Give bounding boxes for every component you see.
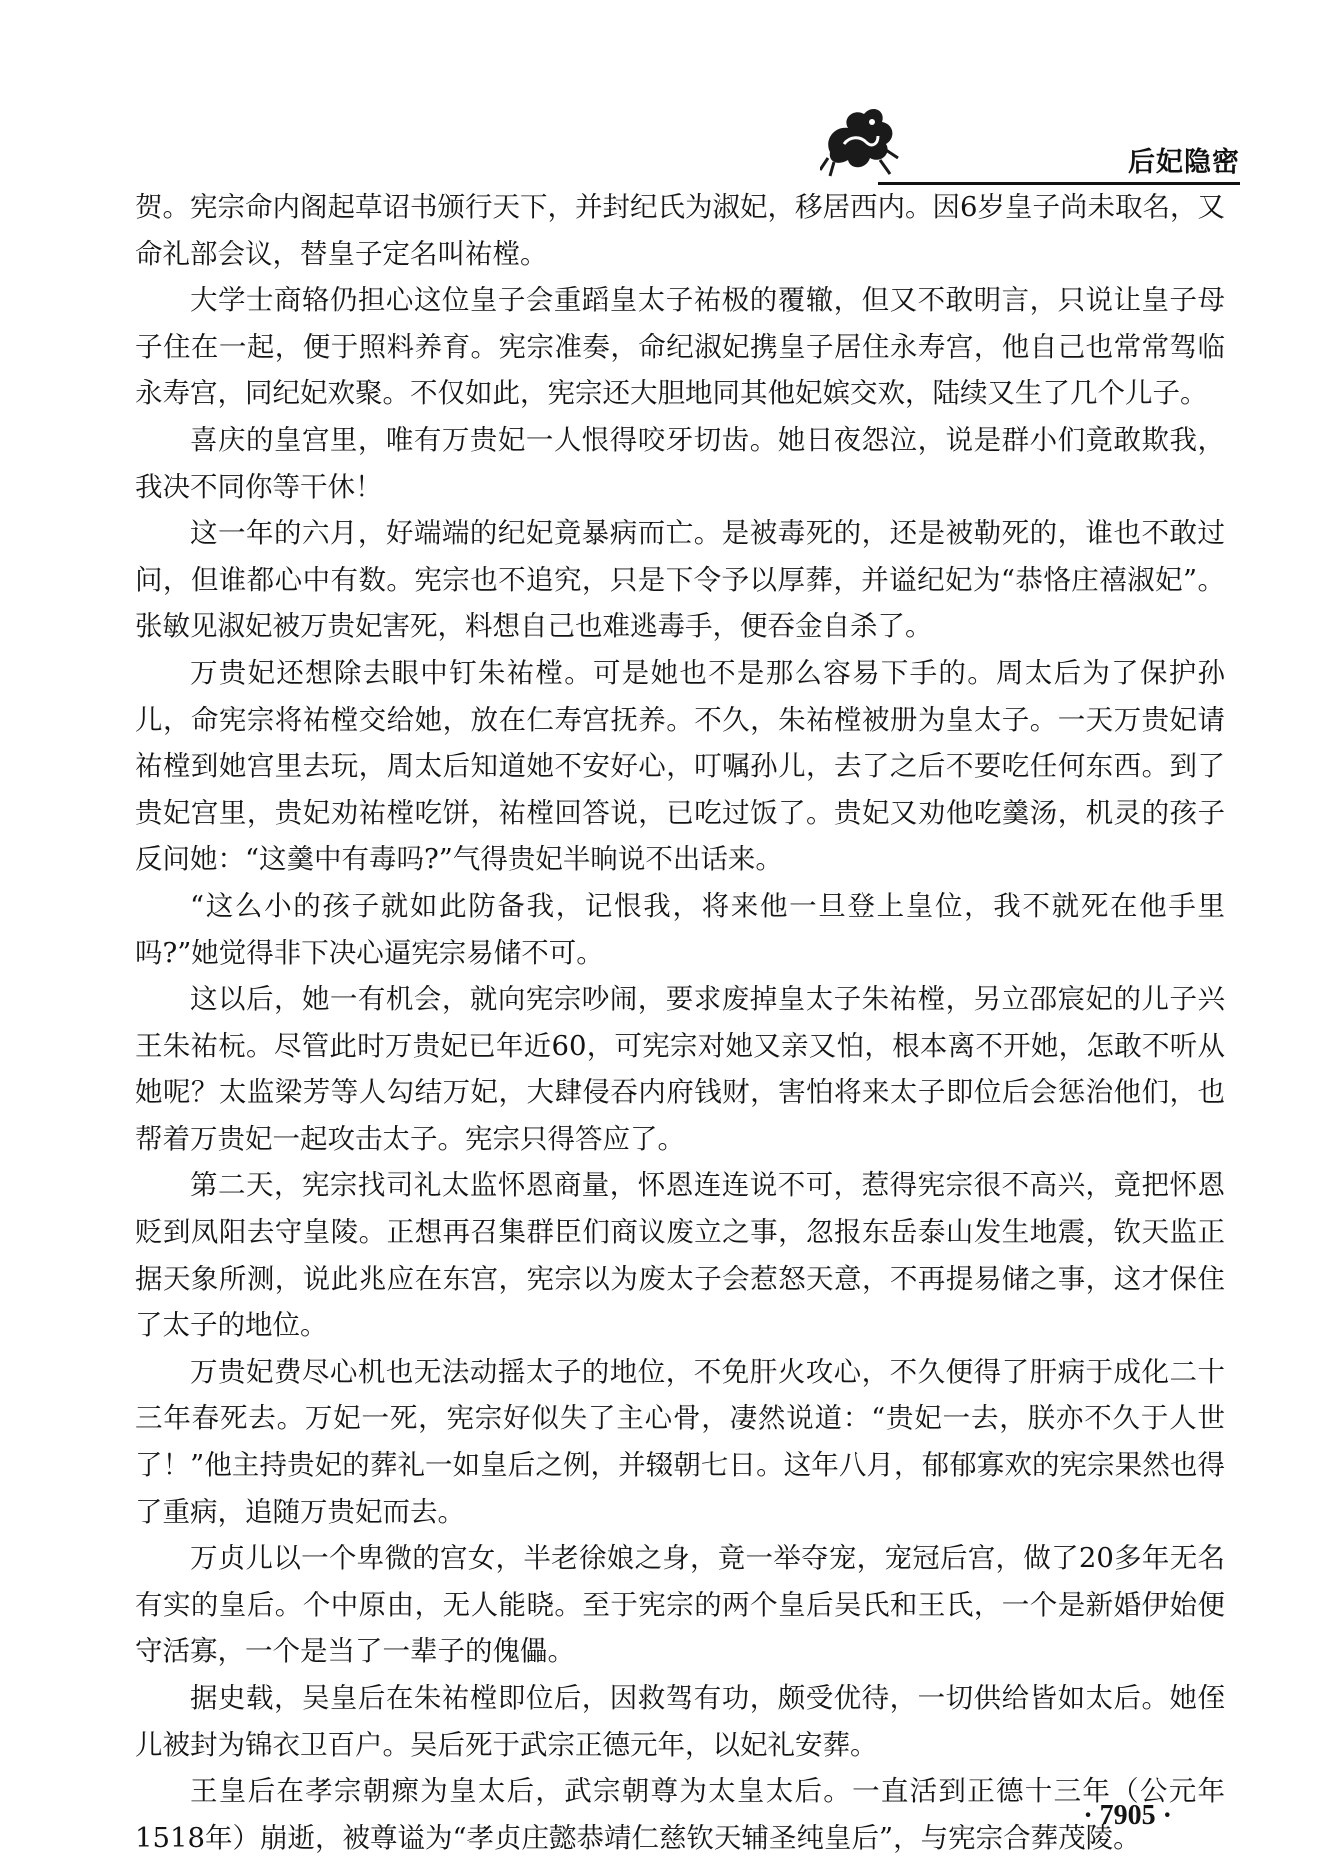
paragraph: 万贵妃费尽心机也无法动摇太子的地位，不免肝火攻心，不久便得了肝病于成化二十三年春死去。万妃一死，宪宗好似失了主心骨，凄然说道：“贵妃一去，朕亦不久于人世了！”他主持贵妃的葬礼一如皇后之例，并辍朝七日。这年八月，郁郁寡欢的宪宗果然也得了重病，追随万贵妃而去。	[135, 1355, 1225, 1528]
paragraph: 贺。宪宗命内阁起草诏书颁行天下，并封纪氏为淑妃，移居西内。因6岁皇子尚未取名，又命礼部会议，替皇子定名叫祐樘。	[135, 191, 1225, 270]
paragraph: 第二天，宪宗找司礼太监怀恩商量，怀恩连连说不可，惹得宪宗很不高兴，竟把怀恩贬到凤阳去守皇陵。正想再召集群臣们商议废立之事，忽报东岳泰山发生地震，钦天监正据天象所测，说此兆应在东宫，宪宗以为废太子会惹怒天意，不再提易储之事，这才保住了太子的地位。	[135, 1169, 1225, 1342]
running-header	[820, 100, 1240, 190]
article-body	[135, 184, 1225, 1861]
page-number: · 7905 ·	[1083, 1800, 1172, 1831]
paragraph: 王皇后在孝宗朝瘝为皇太后，武宗朝尊为太皇太后。一直活到正德十三年（公元年1518年）崩逝，被尊谥为“孝贞庄懿恭靖仁慈钦天辅圣纯皇后”，与宪宗合葬茂陵。	[135, 1775, 1225, 1854]
paragraph: 万贞儿以一个卑微的宫女，半老徐娘之身，竟一举夺宠，宠冠后宫，做了20多年无名有实的皇后。个中原由，无人能晓。至于宪宗的两个皇后吴氏和王氏，一个是新婚伊始便守活寡，一个是当了一辈子的傀儡。	[135, 1542, 1225, 1668]
paragraph: 这以后，她一有机会，就向宪宗吵闹，要求废掉皇太子朱祐樘，另立邵宸妃的儿子兴王朱祐杬。尽管此时万贵妃已年近60，可宪宗对她又亲又怕，根本离不开她，怎敢不听从她呢？太监梁芳等人勾结万妃，大肆侵吞内府钱财，害怕将来太子即位后会惩治他们，也帮着万贵妃一起攻击太子。宪宗只得答应了。	[135, 983, 1225, 1155]
paragraph: 万贵妃还想除去眼中钉朱祐樘。可是她也不是那么容易下手的。周太后为了保护孙儿，命宪宗将祐樘交给她，放在仁寿宫抚养。不久，朱祐樘被册为皇太子。一天万贵妃请祐樘到她宫里去玩，周太后知道她不安好心，叮嘱孙儿，去了之后不要吃任何东西。到了贵妃宫里，贵妃劝祐樘吃饼，祐樘回答说，已吃过饭了。贵妃又劝他吃羹汤，机灵的孩子反问她：“这羹中有毒吗?”气得贵妃半晌说不出话来。	[135, 656, 1225, 876]
paragraph: 据史载，吴皇后在朱祐樘即位后，因救驾有功，颇受优待，一切供给皆如太后。她侄儿被封为锦衣卫百户。吴后死于武宗正德元年，以妃礼安葬。	[135, 1682, 1225, 1761]
paragraph: 大学士商辂仍担心这位皇子会重蹈皇太子祐极的覆辙，但又不敢明言，只说让皇子母子住在一起，便于照料养育。宪宗准奏，命纪淑妃携皇子居住永寿宫，他自己也常常驾临永寿宫，同纪妃欢聚。不仅如此，宪宗还大胆地同其他妃嫔交欢，陆续又生了几个儿子。	[135, 284, 1225, 410]
dragon-icon	[820, 100, 900, 180]
paragraph: 喜庆的皇宫里，唯有万贵妃一人恨得咬牙切齿。她日夜怨泣，说是群小们竟敢欺我，我决不同你等干休！	[135, 423, 1225, 503]
header-title: 后妃隐密	[1128, 147, 1240, 178]
paragraph: 这一年的六月，好端端的纪妃竟暴病而亡。是被毒死的，还是被勒死的，谁也不敢过问，但谁都心中有数。宪宗也不追究，只是下令予以厚葬，并谥纪妃为“恭恪庄禧淑妃”。张敏见淑妃被万贵妃害死，料想自己也难逃毒手，便吞金自杀了。	[135, 517, 1225, 643]
paragraph: “这么小的孩子就如此防备我，记恨我，将来他一旦登上皇位，我不就死在他手里吗?”她觉得非下决心逼宪宗易储不可。	[135, 889, 1225, 969]
